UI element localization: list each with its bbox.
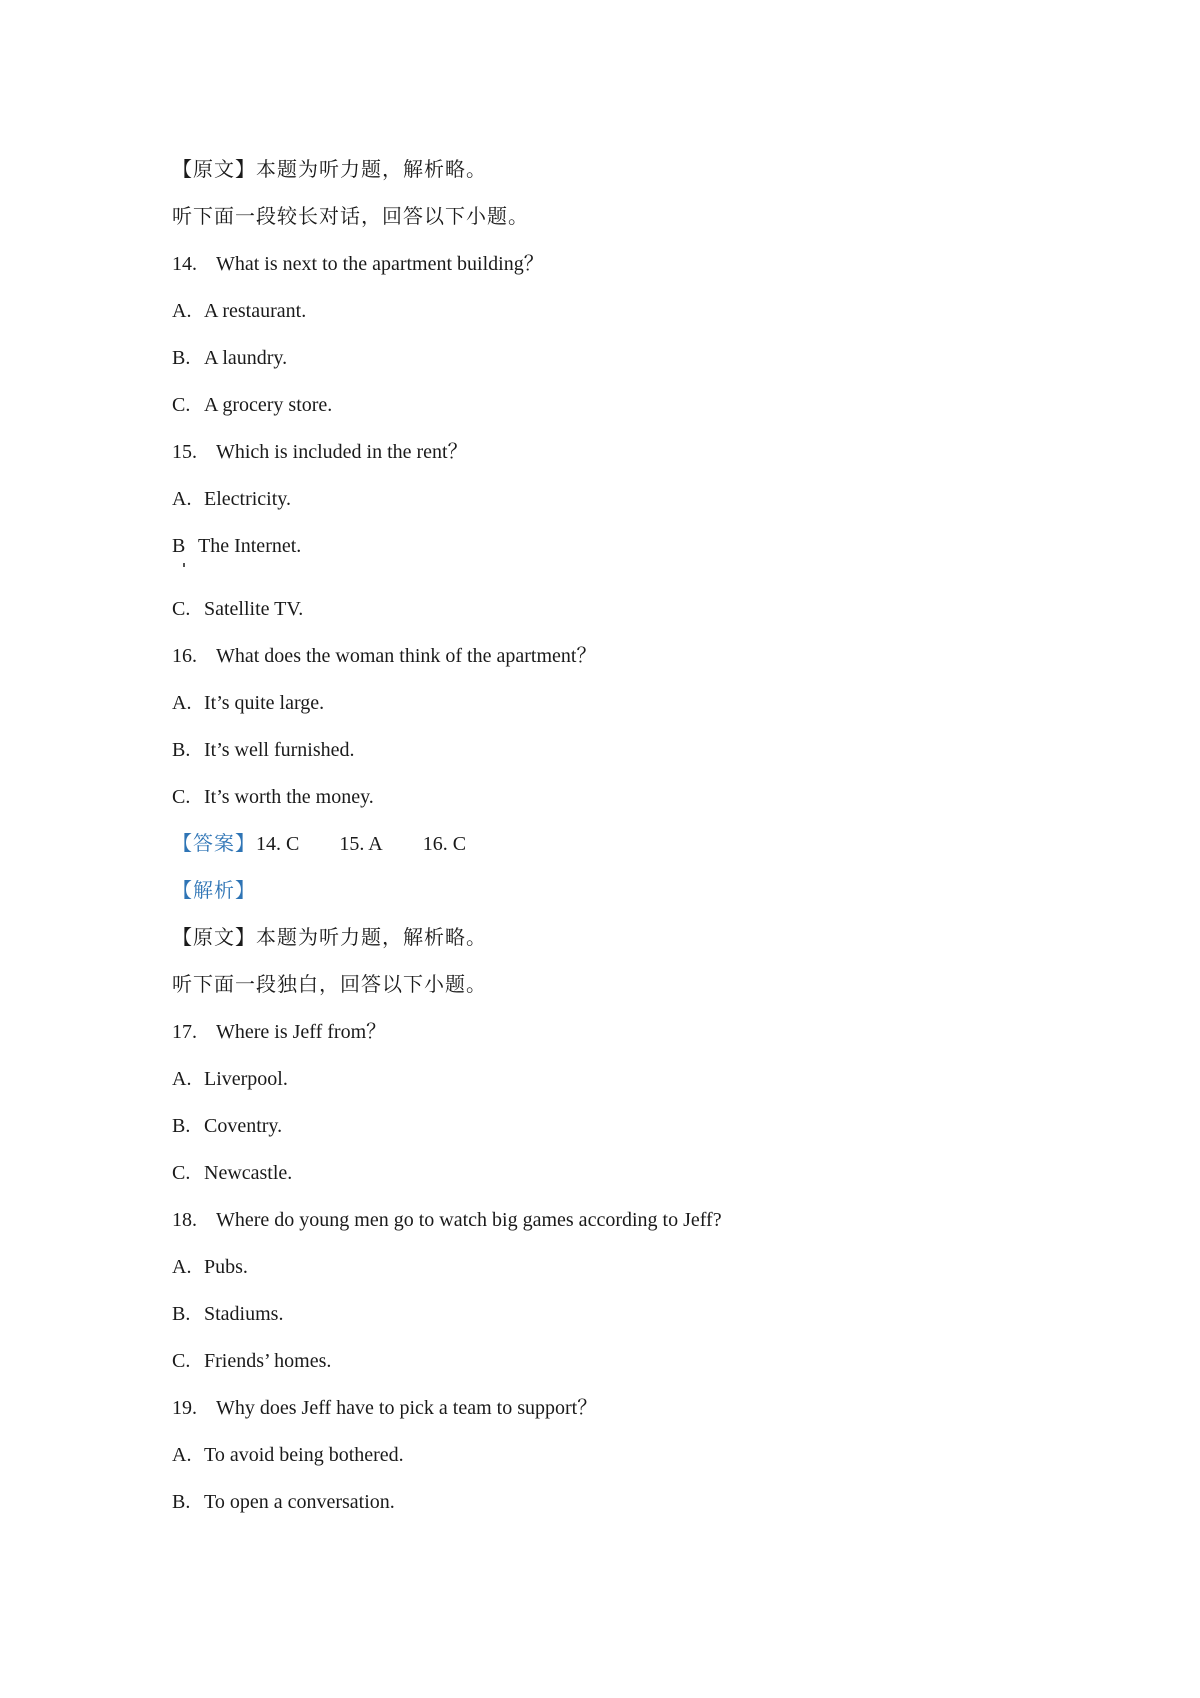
- option-letter: A.: [172, 488, 192, 510]
- question-18: [172, 1207, 722, 1233]
- source-text: 本题为听力题，解析略。: [256, 927, 487, 949]
- option-text: Electricity.: [204, 488, 291, 510]
- source-text: 本题为听力题，解析略。: [256, 159, 487, 181]
- option-15-b: [172, 533, 301, 559]
- option-text: To avoid being bothered.: [204, 1444, 404, 1466]
- option-17-c: [172, 1160, 292, 1186]
- option-text: Newcastle.: [204, 1162, 293, 1184]
- option-text: Liverpool.: [204, 1068, 288, 1090]
- option-19-a: [172, 1442, 404, 1468]
- option-letter: B: [172, 535, 186, 557]
- option-letter: C.: [172, 394, 191, 416]
- option-14-a: [172, 298, 306, 324]
- option-letter: A.: [172, 692, 192, 714]
- option-letter: A.: [172, 1444, 192, 1466]
- option-16-b: [172, 737, 355, 763]
- question-17: [172, 1019, 386, 1045]
- option-text: The Internet.: [198, 535, 302, 557]
- answer-line: [172, 831, 466, 857]
- option-17-b: [172, 1113, 282, 1139]
- option-18-a: [172, 1254, 248, 1280]
- question-19: [172, 1395, 597, 1421]
- option-letter: B.: [172, 1115, 191, 1137]
- question-text: Where is Jeff from？: [216, 1021, 387, 1043]
- question-14: [172, 251, 544, 277]
- question-15: [172, 439, 468, 465]
- option-letter: A.: [172, 1256, 192, 1278]
- question-number: 16.: [172, 645, 197, 667]
- instruction: 听下面一段较长对话，回答以下小题。: [172, 206, 529, 228]
- option-text: A grocery store.: [204, 394, 333, 416]
- option-18-b: [172, 1301, 283, 1327]
- question-number: 18.: [172, 1209, 197, 1231]
- option-text: It’s well furnished.: [204, 739, 355, 761]
- option-text: It’s worth the money.: [204, 786, 374, 808]
- option-text: Satellite TV.: [204, 598, 304, 620]
- option-17-a: [172, 1066, 288, 1092]
- option-letter: C.: [172, 786, 191, 808]
- question-text: Where do young men go to watch big games according to Jeff?: [216, 1209, 722, 1231]
- source-tag: 【原文】: [172, 927, 256, 949]
- option-16-a: [172, 690, 324, 716]
- option-text: Friends’ homes.: [204, 1350, 332, 1372]
- option-text: A restaurant.: [204, 300, 307, 322]
- option-letter: B.: [172, 739, 191, 761]
- option-letter: C.: [172, 598, 191, 620]
- source-tag: 【原文】: [172, 159, 256, 181]
- option-15-c: [172, 596, 303, 622]
- answer-tag: 【答案】: [172, 833, 256, 855]
- question-text: Why does Jeff have to pick a team to support？: [216, 1397, 598, 1419]
- option-19-b: [172, 1489, 395, 1515]
- option-text: Stadiums.: [204, 1303, 284, 1325]
- answer-item: 14. C: [256, 833, 300, 855]
- option-letter: C.: [172, 1162, 191, 1184]
- option-14-b: [172, 345, 287, 371]
- question-text: What is next to the apartment building？: [216, 253, 544, 275]
- answer-item: 16. C: [422, 833, 467, 855]
- option-14-c: [172, 392, 332, 418]
- source-note: [172, 157, 487, 183]
- answer-item: 15. A: [339, 833, 383, 855]
- option-15-a: [172, 486, 291, 512]
- question-text: Which is included in the rent？: [216, 441, 468, 463]
- option-text: It’s quite large.: [204, 692, 325, 714]
- option-16-c: [172, 784, 374, 810]
- option-letter: C.: [172, 1350, 191, 1372]
- instruction: 听下面一段独白，回答以下小题。: [172, 974, 487, 996]
- option-letter: B.: [172, 1491, 191, 1513]
- option-18-c: [172, 1348, 331, 1374]
- option-text: Pubs.: [204, 1256, 248, 1278]
- stray-mark: [183, 563, 185, 567]
- option-letter: A.: [172, 300, 192, 322]
- option-text: To open a conversation.: [204, 1491, 395, 1513]
- option-text: A laundry.: [204, 347, 288, 369]
- option-letter: B.: [172, 1303, 191, 1325]
- question-number: 19.: [172, 1397, 197, 1419]
- source-note: [172, 925, 487, 951]
- option-letter: A.: [172, 1068, 192, 1090]
- question-16: [172, 643, 596, 669]
- question-number: 14.: [172, 253, 197, 275]
- option-letter: B.: [172, 347, 191, 369]
- question-number: 15.: [172, 441, 197, 463]
- question-number: 17.: [172, 1021, 197, 1043]
- option-text: Coventry.: [204, 1115, 283, 1137]
- question-text: What does the woman think of the apartment？: [216, 645, 597, 667]
- analysis-tag: 【解析】: [172, 880, 256, 902]
